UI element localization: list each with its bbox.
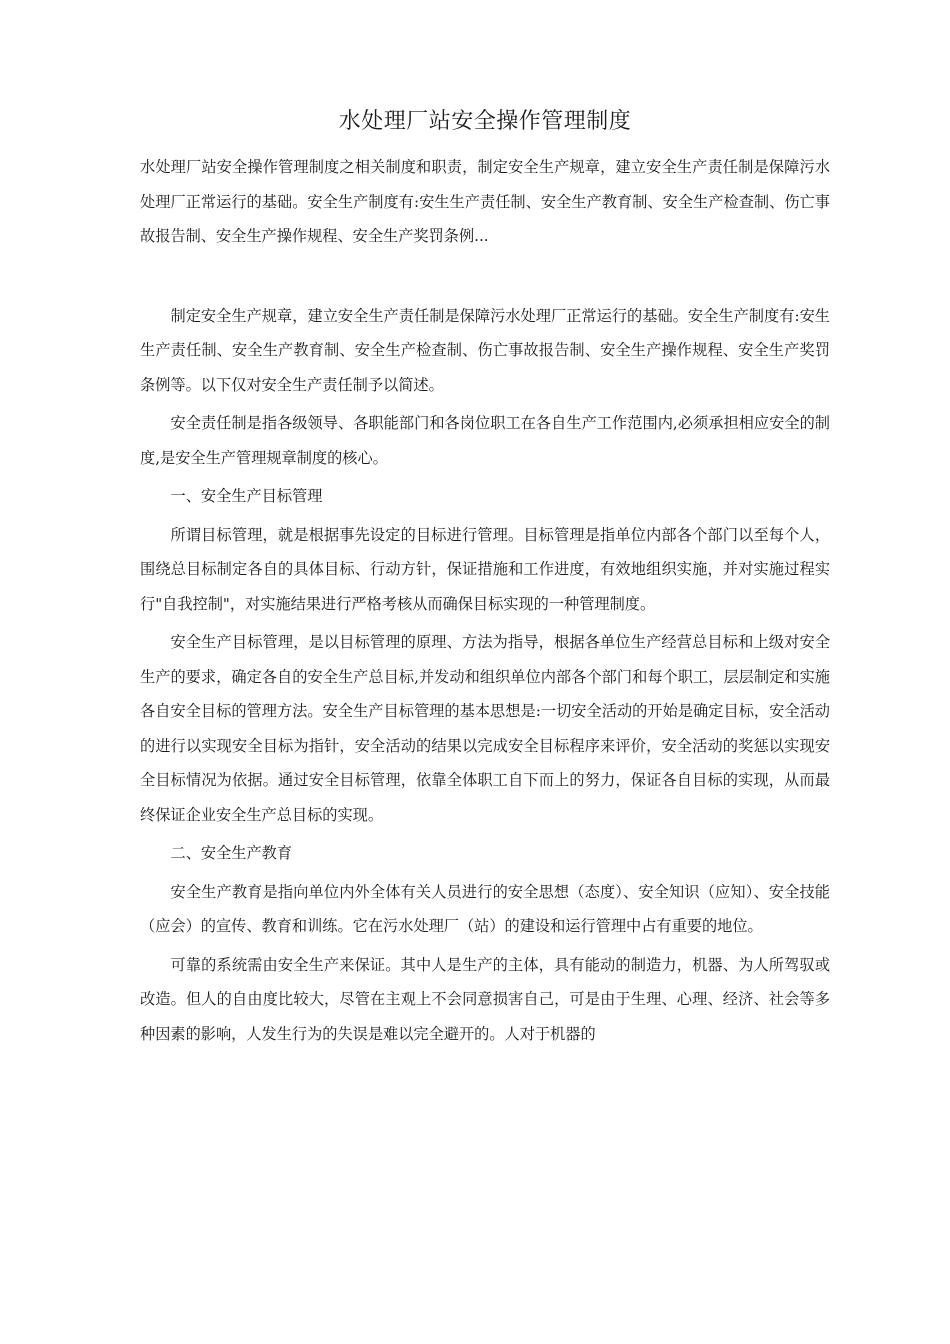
body-paragraph-3: 所谓目标管理，就是根据事先设定的目标进行管理。目标管理是指单位内部各个部门以至每个人，围绕总目标制定各自的具体目标、行动方针，保证措施和工作进度，有效地组织实施，并对实施过程实行"自我控制"，对实施结果进行严格考核从而确保目标实现的一种管理制度。 (140, 525, 830, 613)
body-paragraph-1: 制定安全生产规章，建立安全生产责任制是保障污水处理厂正常运行的基础。安全生产制度有:安生生产责任制、安全生产教育制、安全生产检查制、伤亡事故报告制、安全生产操作规程、安全生产奖罚条例等。以下仅对安全生产责任制予以简述。 (140, 306, 830, 394)
body-paragraph-4: 安全生产目标管理，是以目标管理的原理、方法为指导，根据各单位生产经营总目标和上级对安全生产的要求，确定各自的安全生产总目标,并发动和组织单位内部各个部门和每个职工，层层制定和实施各自安全目标的管理方法。安全生产目标管理的基本思想是:一切安全活动的开始是确定目标，安全活动的进行以实现安全目标为指针，安全活动的结果以完成安全目标程序来评价，安全活动的奖惩以实现安全目标情况为依据。通过安全目标管理，依靠全体职工自下而上的努力，保证各自目标的实现，从而最终保证企业安全生产总目标的实现。 (140, 633, 830, 824)
section-heading-2: 二、安全生产教育 (170, 844, 292, 862)
body-paragraph-5: 安全生产教育是指向单位内外全体有关人员进行的安全思想（态度）、安全知识（应知）、安全技能（应会）的宣传、教育和训练。它在污水处理厂（站）的建设和运行管理中占有重要的地位。 (140, 882, 830, 935)
section-heading-1: 一、安全生产目标管理 (170, 487, 323, 505)
document-page (140, 104, 830, 1051)
body-paragraph-6: 可靠的系统需由安全生产来保证。其中人是生产的主体，具有能动的制造力，机器、为人所驾驭或改造。但人的自由度比较大，尽管在主观上不会同意损害自己，可是由于生理、心理、经济、社会等多种因素的影响，人发生行为的失误是难以完全避开的。人对于机器的 (140, 955, 830, 1043)
document-title: 水处理厂站安全操作管理制度 (338, 109, 632, 134)
body-paragraph-2: 安全责任制是指各级领导、各职能部门和各岗位职工在各自生产工作范围内,必须承担相应安全的制度,是安全生产管理规章制度的核心。 (140, 414, 830, 467)
summary-paragraph: 水处理厂站安全操作管理制度之相关制度和职责，制定安全生产规章，建立安全生产责任制是保障污水处理厂正常运行的基础。安全生产制度有:安生生产责任制、安全生产教育制、安全生产检查制、伤亡事故报告制、安全生产操作规程、安全生产奖罚条例... (140, 158, 830, 245)
